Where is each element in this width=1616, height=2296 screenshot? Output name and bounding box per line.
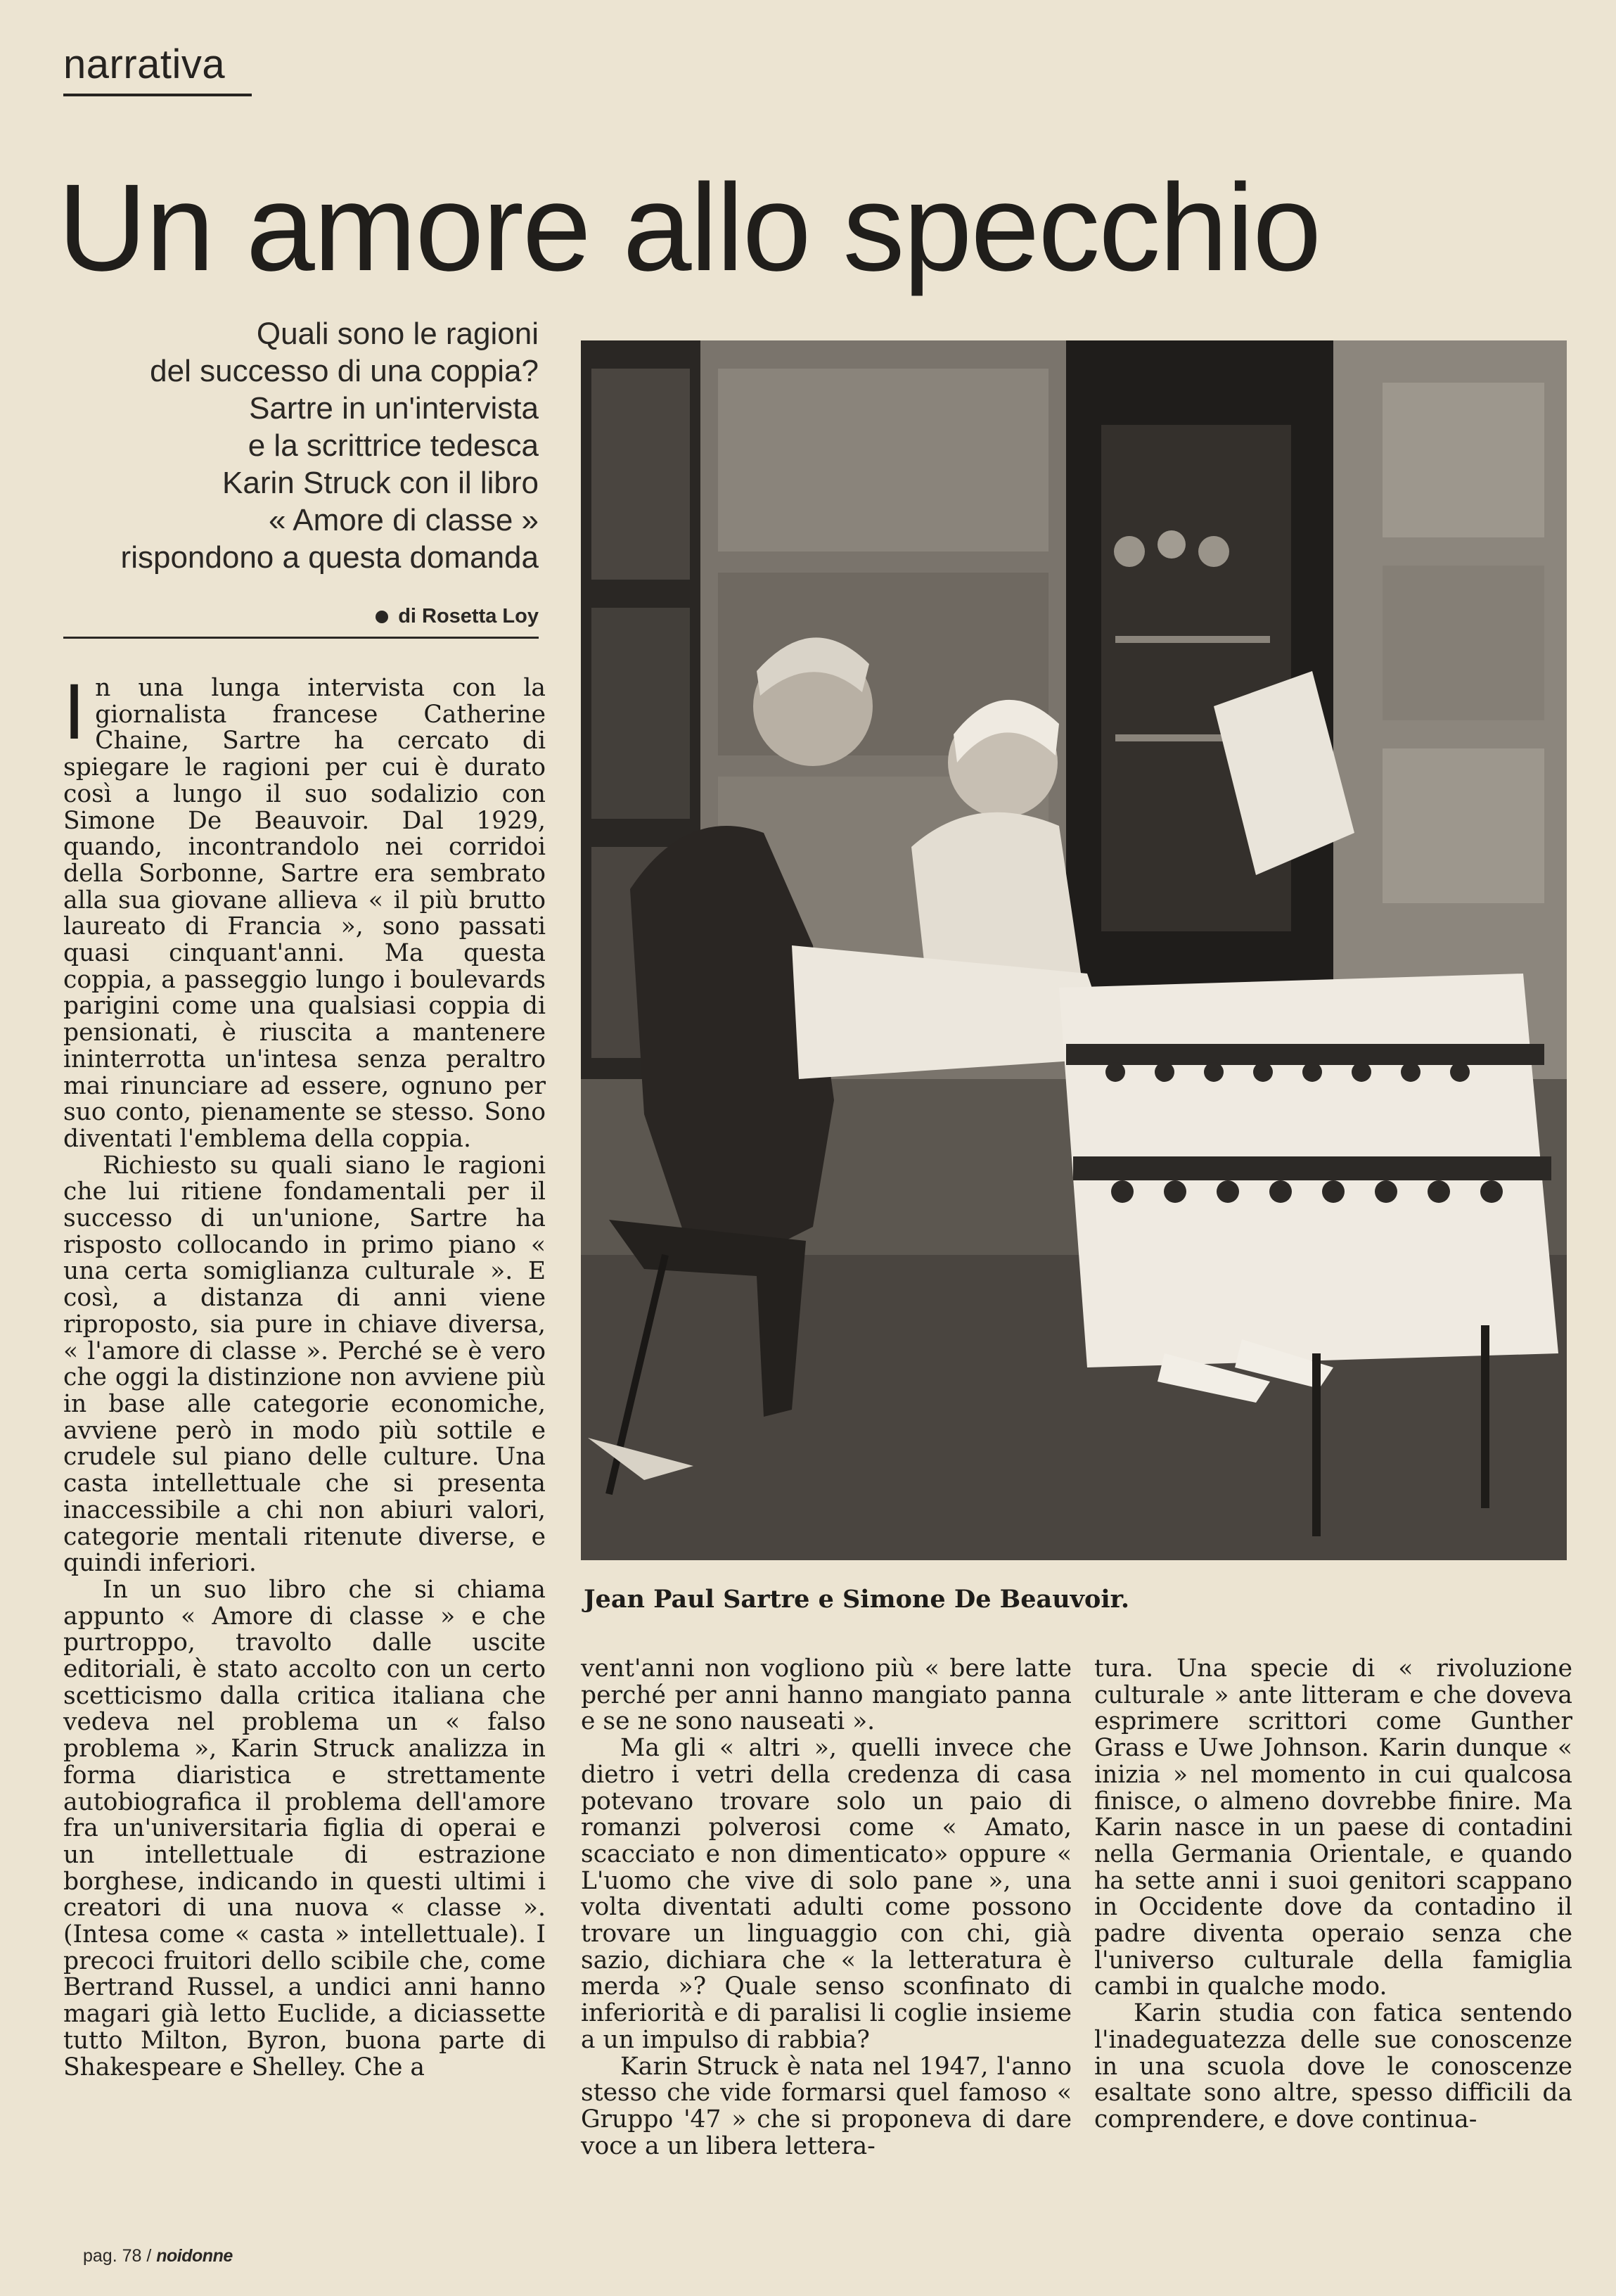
standfirst-line: Quali sono le ragioni: [256, 317, 539, 351]
standfirst-line: e la scrittrice tedesca: [248, 428, 539, 463]
photo-sartre-beauvoir: [581, 340, 1567, 1560]
paragraph: Karin studia con fatica sentendo l'inadeguatezza delle sue conoscenze in una scuola dove le conoscenze esaltate sono altre, spesso difficili da comprendere, e dove continua-: [1094, 1999, 1572, 2134]
paragraph: Karin Struck è nata nel 1947, l'anno stesso che vide formarsi quel famoso « Gruppo '47 » che si proponeva di dare voce a un libera lettera-: [581, 2052, 1072, 2160]
standfirst-line: « Amore di classe »: [269, 503, 539, 537]
photo-caption: Jean Paul Sartre e Simone De Beauvoir.: [584, 1585, 1130, 1614]
bullet-icon: [376, 611, 388, 623]
article-column-3: [1094, 1656, 1572, 2134]
standfirst-line: del successo di una coppia?: [150, 354, 539, 388]
paragraph: Richiesto su quali siano le ragioni che lui ritiene fondamentali per il successo di un'unione, Sartre ha risposto collocando in primo piano « una certa somiglianza culturale ». E così, a distanza di anni viene riproposto, sia pure in chiave diversa, « l'amore di classe ». Perché se è vero che oggi la distinzione non avviene più in base alle categorie economiche, avviene però in modo più sottile e crudele sul piano delle culture. Una casta intellettuale che si presenta inaccessibile a chi non abiuri valori, categorie mentali ritenute diverse, e quindi inferiori.: [63, 1151, 546, 1578]
photo-illustration: [581, 340, 1567, 1560]
section-label: narrativa: [63, 41, 252, 96]
paragraph: In una lunga intervista con la giornalista francese Catherine Chaine, Sartre ha cercato di spiegare le ragioni per cui è durato così a lungo il suo sodalizio con Simone De Beauvoir. Dal 1929, quando, incontrandolo nei corridoi della Sorbonne, Sartre era sembrato alla sua giovane allieva « il più brutto laureato di Francia », sono passati quasi cinquant'anni. Ma questa coppia, a passeggio lungo i boulevards parigini come una qualsiasi coppia di pensionati, è riuscita a mantenere ininterrotta un'intesa senza peraltro mai rinunciare ad essere, ognuno per suo conto, pienamente se stesso. Sono diventati l'emblema della coppia.: [63, 668, 546, 1153]
page-folio: [83, 2246, 233, 2266]
paragraph: vent'anni non vogliono più « bere latte perché per anni hanno mangiato panna e se ne sono nauseati ».: [581, 1654, 1072, 1736]
paragraph: Ma gli « altri », quelli invece che dietro i vetri della credenza di casa potevano trovare solo un paio di romanzi polverosi come « Amato, scacciato e non dimenticato» oppure « L'uomo che vive di solo pane », una volta diventati adulti come possono trovare un linguaggio con chi, già sazio, dichiara che « la letteratura è merda »? Quale senso sconfinato di inferiorità e di paralisi li coglie insieme a un impulso di rabbia?: [581, 1734, 1072, 2054]
magazine-name: noidonne: [156, 2246, 233, 2266]
author-name: di Rosetta Loy: [398, 605, 539, 627]
standfirst-line: rispondono a questa domanda: [120, 540, 539, 575]
byline: [63, 605, 539, 639]
article-column-1: [63, 668, 546, 2081]
drop-cap: I: [63, 668, 86, 755]
standfirst: [63, 315, 539, 576]
page-number: pag. 78 /: [83, 2246, 152, 2266]
standfirst-line: Sartre in un'intervista: [249, 391, 539, 426]
article-column-2: [581, 1656, 1072, 2160]
paragraph: In un suo libro che si chiama appunto « Amore di classe » e che purtroppo, travolto dalle uscite editoriali, è stato accolto con un certo scetticismo dalla critica italiana che vedeva nel problema un « falso problema », Karin Struck analizza in forma diaristica e strettamente autobiografica il problema dell'amore fra un'universitaria figlia di operai e un intellettuale di estrazione borghese, indicando in questi ultimi i creatori di una nuova « classe ». (Intesa come « casta » intellettuale). I precoci fruitori dello scibile che, come Bertrand Russel, a undici anni hanno magari già letto Euclide, a diciassette tutto Milton, Byron, buona parte di Shakespeare e Shelley. Che a: [63, 1575, 546, 2081]
paragraph: tura. Una specie di « rivoluzione culturale » ante litteram e che doveva esprimere scrittori come Gunther Grass e Uwe Johnson. Karin dunque « inizia » nel momento in cui qualcosa finisce, o almeno dovrebbe finire. Ma Karin nasce in un paese di contadini nella Germania Orientale, e quando ha sette anni i suoi genitori scappano in Occidente dove da contadino il padre diventa operaio senza che l'universo culturale della famiglia cambi in qualche modo.: [1094, 1654, 1572, 2001]
standfirst-line: Karin Struck con il libro: [222, 466, 539, 500]
headline: Un amore allo specchio: [58, 159, 1321, 297]
